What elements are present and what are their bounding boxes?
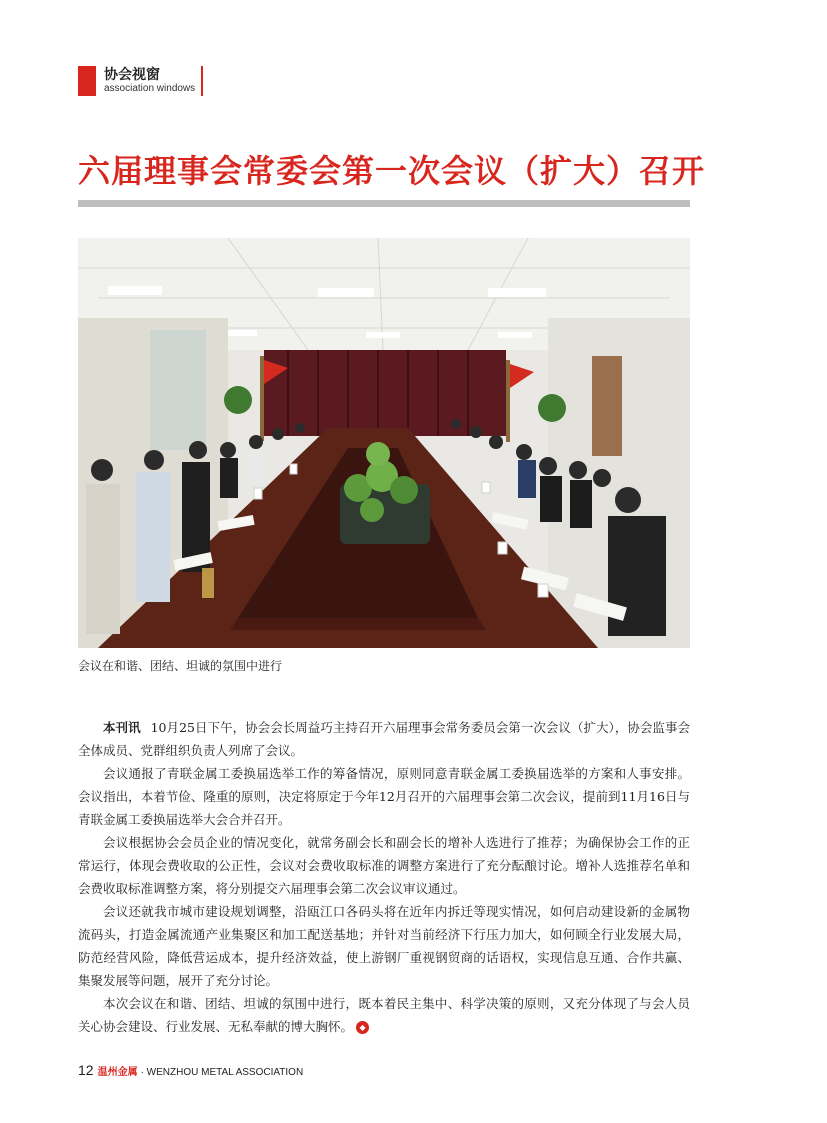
end-mark-icon: ◆ — [356, 1021, 369, 1034]
section-tag-bar — [201, 66, 203, 96]
article-lead: 本刊讯 — [103, 720, 141, 735]
section-tag-block — [78, 66, 96, 96]
article-paragraph — [78, 992, 690, 1038]
article-paragraph-text: 10月25日下午，协会会长周益巧主持召开六届理事会常务委员会第一次会议（扩大），协会监事会全体成员、党群组织负责人列席了会议。 — [78, 720, 690, 758]
meeting-photo-illustration — [78, 238, 690, 648]
article-body — [78, 716, 690, 1038]
section-tag-text — [104, 66, 195, 96]
article-paragraph: 会议根据协会会员企业的情况变化，就常务副会长和副会长的增补人选进行了推荐；为确保协会工作的正常运行，体现会费收取的公正性，会议对会费收取标准的调整方案进行了充分酝酿讨论。增补人选推荐名单和会费收取标准调整方案，将分别提交六届理事会第二次会议审议通过。 — [78, 835, 690, 896]
article-paragraph: 会议通报了青联金属工委换届选举工作的筹备情况，原则同意青联金属工委换届选举的方案和人事安排。会议指出，本着节俭、隆重的原则，决定将原定于今年12月召开的六届理事会第二次会议，提前到11月16日与青联金属工委换届选举大会合并召开。 — [78, 766, 690, 827]
article-paragraph: 会议还就我市城市建设规划调整，沿瓯江口各码头将在近年内拆迁等现实情况，如何启动建设新的金属物流码头，打造金属流通产业集聚区和加工配送基地；并针对当前经济下行压力加大，如何顾全行业发展大局，防范经营风险，降低营运成本，提升经济效益，使上游钢厂重视钢贸商的话语权，实现信息互通、合作共赢、集聚发展等问题，展开了充分讨论。 — [78, 904, 690, 988]
article-headline: 六届理事会常委会第一次会议（扩大）召开 — [78, 152, 706, 190]
article-paragraph-text: 本次会议在和谐、团结、坦诚的氛围中进行，既本着民主集中、科学决策的原则，又充分体现了与会人员关心协会建设、行业发展、无私奉献的博大胸怀。 — [78, 996, 690, 1034]
page-number: 12 — [78, 1062, 94, 1078]
section-tag — [78, 66, 203, 96]
headline-rule — [78, 200, 690, 207]
meeting-photo — [78, 238, 690, 648]
article-paragraph — [78, 716, 690, 762]
section-title-cn: 协会视窗 — [104, 67, 160, 83]
page-footer — [78, 1062, 303, 1078]
photo-caption: 会议在和谐、团结、坦诚的氛围中进行 — [78, 659, 283, 673]
section-title-en: association windows — [104, 83, 196, 94]
publication-name-cn: 温州金属 — [97, 1067, 138, 1078]
publication-name-en: · WENZHOU METAL ASSOCIATION — [140, 1067, 304, 1078]
